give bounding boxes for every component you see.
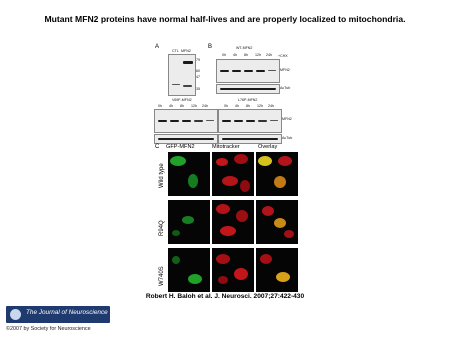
panel-b-label: B	[208, 44, 213, 50]
blot-band	[220, 88, 276, 90]
cell	[218, 276, 228, 284]
panel-c-label: C	[155, 144, 160, 150]
wt-mfn2-blot	[216, 59, 280, 83]
blot-band	[222, 138, 278, 140]
blot-band	[222, 120, 231, 122]
cell	[258, 156, 272, 166]
mfn2-lower-band	[183, 85, 192, 87]
micrograph-wt-mito	[212, 152, 254, 196]
copyright: ©2007 by Society for Neuroscience	[6, 326, 91, 332]
l76p-time-4: 4h	[235, 104, 239, 108]
wt-tub-blot	[216, 84, 280, 94]
cell	[188, 274, 202, 284]
mutant-mfn2-label: MFN2	[282, 117, 292, 121]
row-w740s: W740S	[159, 266, 165, 286]
mutant-tub-label: AcTub	[282, 136, 293, 140]
l76p-title: L76P-MFN2	[238, 98, 258, 102]
marker-60: 60	[196, 69, 200, 73]
cell	[172, 230, 180, 236]
blot-band	[270, 120, 278, 121]
cell	[222, 176, 238, 186]
l76p-time-8: 8h	[246, 104, 250, 108]
micrograph-r94q-mito	[212, 200, 254, 244]
row-wild-type: Wild type	[159, 163, 165, 188]
micrograph-r94q-overlay	[256, 200, 298, 244]
cell	[216, 158, 228, 166]
cell	[260, 254, 272, 264]
cell	[240, 180, 250, 192]
cell	[188, 174, 198, 188]
cell	[234, 268, 248, 280]
wt-time-8: 8h	[244, 53, 248, 57]
blot-band	[170, 120, 179, 122]
panel-a-label: A	[155, 44, 160, 50]
v69f-time-0: 0h	[158, 104, 162, 108]
wt-time-12: 12h	[255, 53, 261, 57]
mfn2-band	[183, 61, 193, 64]
cell	[216, 254, 230, 264]
marker-47: 47	[196, 75, 200, 79]
blot-band	[220, 70, 229, 72]
wt-time-24: 24h	[266, 53, 272, 57]
lane-ctl-label: CTL	[172, 49, 179, 53]
wt-mfn2-label: MFN2	[280, 68, 290, 72]
cell	[172, 256, 180, 264]
wt-time-4: 4h	[233, 53, 237, 57]
blot-band	[194, 120, 203, 122]
micrograph-w740s-mito	[212, 248, 254, 292]
l76p-time-12: 12h	[257, 104, 263, 108]
v69f-time-4: 4h	[169, 104, 173, 108]
cell	[236, 210, 248, 222]
ctl-band	[172, 84, 180, 85]
l76p-time-0: 0h	[224, 104, 228, 108]
wt-tub-label: AcTub	[280, 86, 291, 90]
journal-logo-icon	[10, 309, 21, 320]
col-mitotracker: Mitotracker	[212, 144, 240, 150]
blot-band	[244, 70, 253, 72]
l76p-tub-blot	[218, 134, 282, 144]
blot-band	[206, 120, 214, 121]
journal-logo	[6, 306, 110, 323]
cell	[216, 204, 230, 214]
v69f-tub-blot	[154, 134, 218, 144]
blot-band	[258, 120, 267, 122]
cell	[274, 176, 286, 188]
micrograph-w740s-gfp	[168, 248, 210, 292]
blot-band	[182, 120, 191, 122]
blot-band	[234, 120, 243, 122]
l76p-mfn2-blot	[218, 109, 282, 133]
blot-band	[246, 120, 255, 122]
cell	[274, 218, 286, 228]
cell	[182, 216, 194, 224]
cell	[278, 156, 292, 166]
blot-band	[158, 120, 167, 122]
wt-cond-label: +CHX	[278, 54, 288, 58]
micrograph-w740s-overlay	[256, 248, 298, 292]
blot-band	[232, 70, 241, 72]
cell	[262, 206, 274, 216]
blot-band	[268, 70, 276, 71]
journal-logo-text: The Journal of Neuroscience	[26, 309, 108, 316]
col-overlay: Overlay	[258, 144, 278, 150]
micrograph-r94q-gfp	[168, 200, 210, 244]
micrograph-wt-gfp	[168, 152, 210, 196]
citation: Robert H. Baloh et al. J. Neurosci. 2007;27:422-430	[145, 293, 305, 300]
cell	[234, 154, 248, 164]
cell	[220, 226, 236, 236]
blot-band	[256, 70, 265, 72]
wt-title: WT-MFN2	[236, 46, 253, 50]
row-r94q: R94Q	[159, 220, 165, 236]
slide-title: Mutant MFN2 proteins have normal half-lives and are properly localized to mitochondria.	[44, 14, 406, 24]
marker-79: 79	[196, 58, 200, 62]
lane-mfn2-label: MFN2	[181, 49, 191, 53]
v69f-time-12: 12h	[191, 104, 197, 108]
cell	[284, 230, 294, 238]
v69f-mfn2-blot	[154, 109, 218, 133]
marker-35: 35	[196, 87, 200, 91]
l76p-time-24: 24h	[268, 104, 274, 108]
v69f-time-8: 8h	[180, 104, 184, 108]
cell	[276, 272, 290, 282]
wt-time-0: 0h	[222, 53, 226, 57]
blot-band	[158, 138, 214, 140]
cell	[170, 156, 186, 166]
v69f-time-24: 24h	[202, 104, 208, 108]
panel-a-blot	[168, 54, 196, 96]
col-gfp-mfn2: GFP-MFN2	[166, 144, 195, 150]
micrograph-wt-overlay	[256, 152, 298, 196]
v69f-title: V69F-MFN2	[172, 98, 192, 102]
figure	[152, 40, 298, 288]
